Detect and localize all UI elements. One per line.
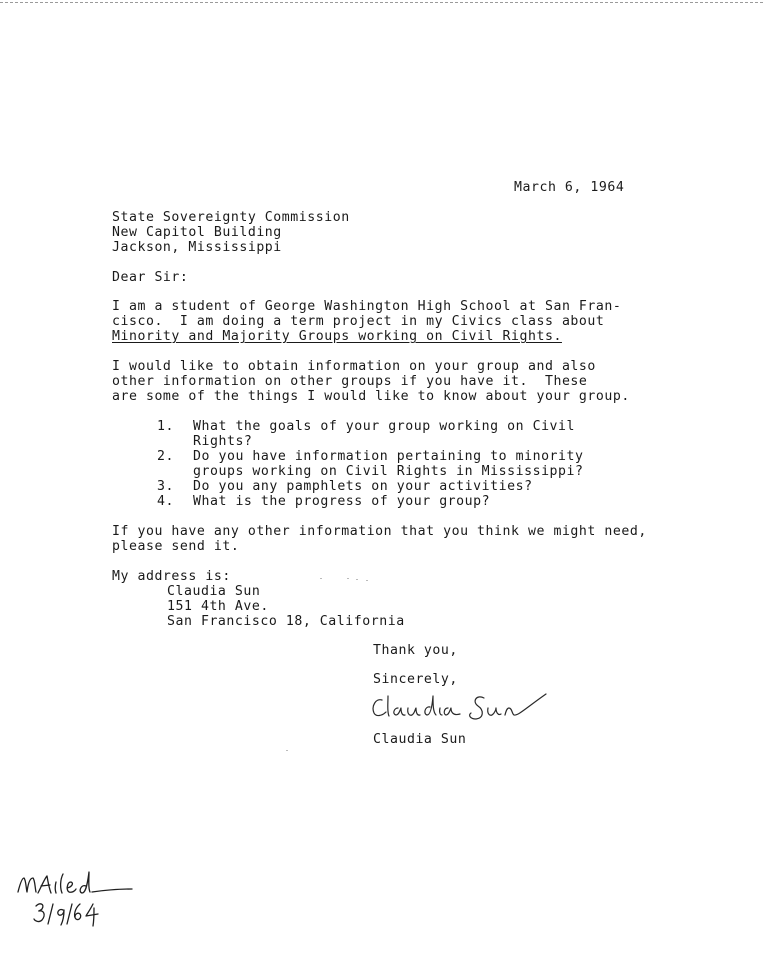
- paragraph-line: other information on other groups if you have it. These: [112, 374, 588, 389]
- recipient-line: State Sovereignty Commission: [112, 210, 350, 225]
- question-line: Rights?: [193, 434, 253, 449]
- address-line: 151 4th Ave.: [167, 599, 269, 614]
- signer-name: Claudia Sun: [373, 732, 467, 747]
- letter-date: March 6, 1964: [514, 180, 625, 195]
- signature-graphic: [368, 688, 558, 728]
- question-line: groups working on Civil Rights in Mississippi?: [193, 464, 584, 479]
- question-number: 1.: [157, 419, 174, 434]
- question-line: Do you have information pertaining to minority: [193, 449, 584, 464]
- question-line: Do you any pamphlets on your activities?: [193, 479, 533, 494]
- salutation: Dear Sir:: [112, 270, 189, 285]
- scan-speck: [366, 580, 368, 581]
- paragraph-line: cisco. I am doing a term project in my Civics class about: [112, 314, 605, 329]
- question-number: 2.: [157, 449, 174, 464]
- thanks-line: Thank you,: [373, 643, 458, 658]
- question-line: What is the progress of your group?: [193, 494, 491, 509]
- question-number: 3.: [157, 479, 174, 494]
- address-line: Claudia Sun: [167, 584, 261, 599]
- address-line: San Francisco 18, California: [167, 614, 405, 629]
- paragraph-line: If you have any other information that you think we might need,: [112, 524, 647, 539]
- closing-line: Sincerely,: [373, 672, 458, 687]
- question-number: 4.: [157, 494, 174, 509]
- paragraph-line: are some of the things I would like to know about your group.: [112, 389, 630, 404]
- scan-speck: [286, 750, 288, 751]
- top-edge-border: [0, 2, 763, 3]
- recipient-line: New Capitol Building: [112, 225, 282, 240]
- paragraph-line: I would like to obtain information on your group and also: [112, 359, 596, 374]
- address-label: My address is:: [112, 569, 231, 584]
- recipient-line: Jackson, Mississippi: [112, 240, 282, 255]
- scan-speck: [356, 579, 358, 580]
- scan-speck: [347, 578, 349, 579]
- underlined-topic: Minority and Majority Groups working on Civil Rights.: [112, 329, 562, 344]
- mailed-annotation-graphic: [14, 868, 144, 938]
- question-line: What the goals of your group working on Civil: [193, 419, 576, 434]
- paragraph-line: I am a student of George Washington High School at San Fran-: [112, 299, 622, 314]
- scan-speck: [320, 578, 322, 579]
- paragraph-line: please send it.: [112, 539, 240, 554]
